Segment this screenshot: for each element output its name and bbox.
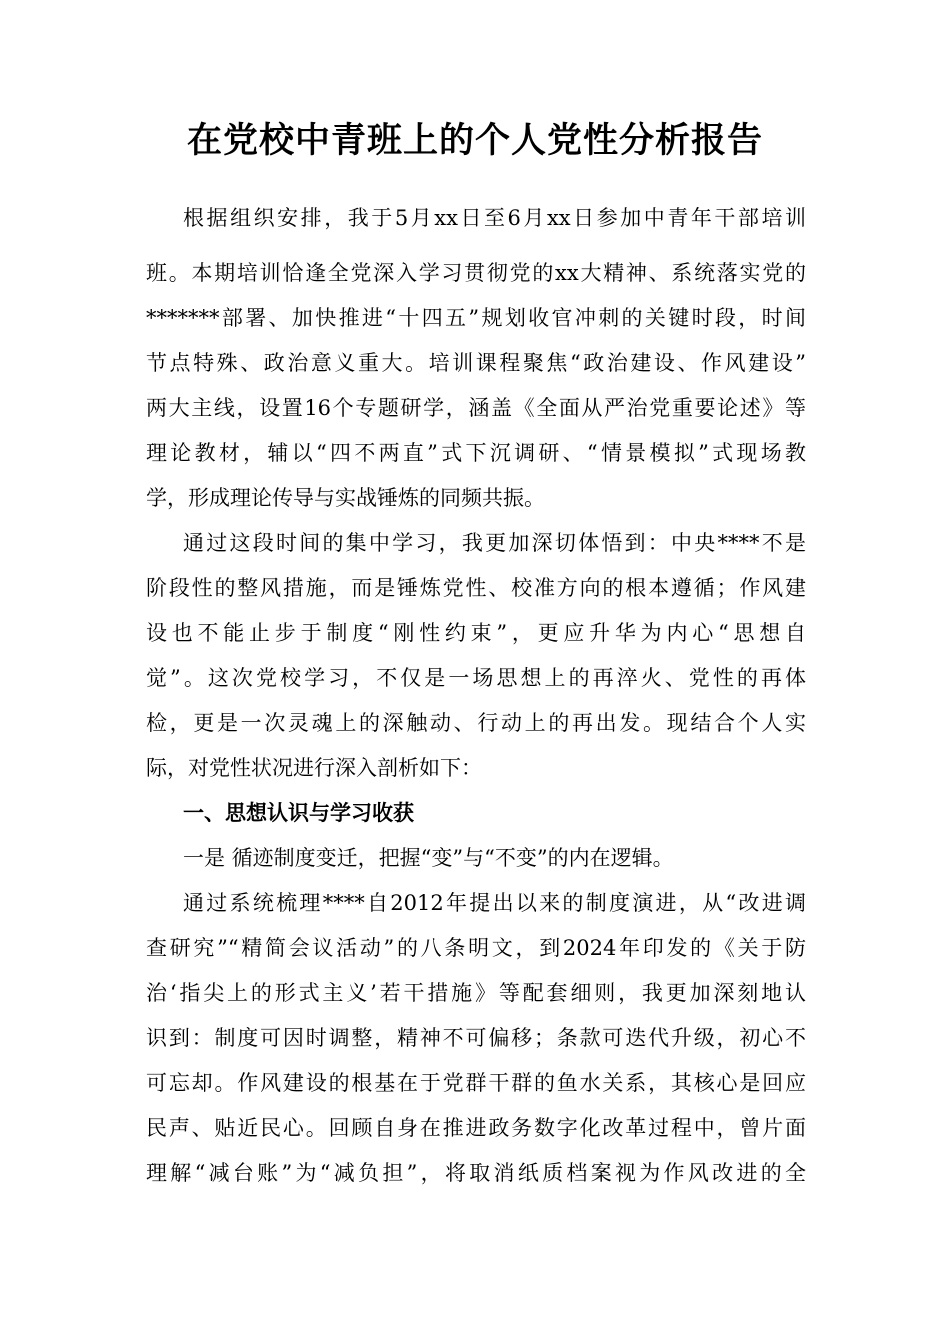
paragraph-line: 设也不能止步于制度“刚性约束”，更应升华为内心“思想自 [146, 621, 806, 645]
section-heading: 一、思想认识与学习收获 [183, 801, 414, 825]
paragraph-line: 检，更是一次灵魂上的深触动、行动上的再出发。现结合个人实 [146, 711, 806, 735]
paragraph-line: *******部署、加快推进“十四五”规划收官冲刺的关键时段，时间 [146, 306, 806, 330]
paragraph-line: 班。本期培训恰逢全党深入学习贯彻党的xx大精神、系统落实党的 [146, 261, 806, 285]
paragraph-line: 理论教材，辅以“四不两直”式下沉调研、“情景模拟”式现场教 [146, 441, 806, 465]
subsection-heading: 一是 循迹制度变迁，把握“变”与“不变”的内在逻辑。 [183, 846, 674, 870]
paragraph-line: 两大主线，设置16个专题研学，涵盖《全面从严治党重要论述》等 [146, 396, 806, 420]
paragraph-line: 查研究”“精简会议活动”的八条明文，到2024年印发的《关于防 [146, 936, 806, 960]
paragraph-line: 学，形成理论传导与实战锤炼的同频共振。 [146, 486, 545, 510]
document-title: 在党校中青班上的个人党性分析报告 [186, 120, 763, 161]
paragraph-line: 阶段性的整风措施，而是锤炼党性、校准方向的根本遵循；作风建 [146, 576, 806, 600]
paragraph-line: 际，对党性状况进行深入剖析如下： [146, 756, 482, 780]
paragraph-line: 可忘却。作风建设的根基在于党群干群的鱼水关系，其核心是回应 [146, 1071, 806, 1095]
paragraph-line: 识到：制度可因时调整，精神不可偏移；条款可迭代升级，初心不 [146, 1026, 806, 1050]
paragraph-line: 理解“减台账”为“减负担”，将取消纸质档案视为作风改进的全 [146, 1161, 806, 1185]
paragraph-line: 觉”。这次党校学习，不仅是一场思想上的再淬火、党性的再体 [146, 666, 806, 690]
paragraph-line: 节点特殊、政治意义重大。培训课程聚焦“政治建设、作风建设” [146, 351, 806, 375]
paragraph-line: 民声、贴近民心。回顾自身在推进政务数字化改革过程中，曾片面 [146, 1116, 806, 1140]
paragraph-line: 治‘指尖上的形式主义’若干措施》等配套细则，我更加深刻地认 [146, 981, 806, 1005]
paragraph-line: 通过这段时间的集中学习，我更加深切体悟到：中央****不是 [183, 531, 806, 555]
paragraph-line: 根据组织安排，我于5月xx日至6月xx日参加中青年干部培训 [183, 206, 806, 230]
paragraph-line: 通过系统梳理****自2012年提出以来的制度演进，从“改进调 [183, 891, 806, 915]
